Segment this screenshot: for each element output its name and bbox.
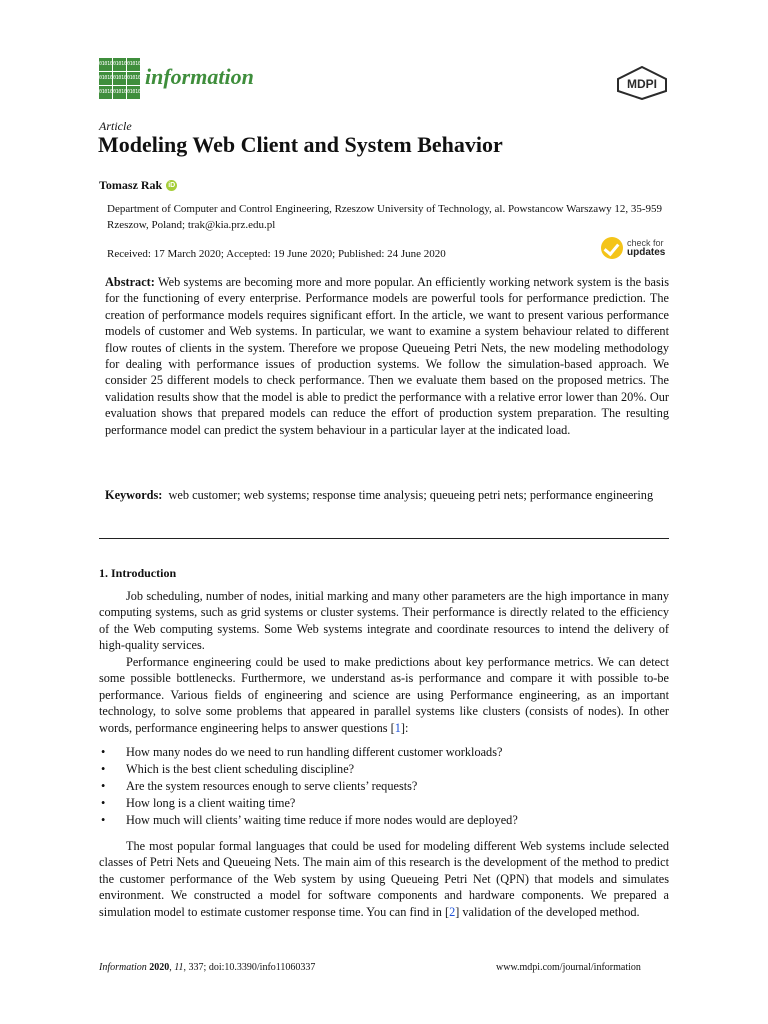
paragraph-2-text: [99, 654, 669, 736]
section-heading-introduction: 1. Introduction: [99, 566, 177, 580]
logo-row-2c: 01010: [127, 72, 140, 85]
footer-journal: Information: [99, 962, 147, 973]
bullet-icon: •: [101, 745, 106, 759]
list-item: [99, 778, 669, 795]
check-updates-line2: updates: [627, 247, 666, 258]
paragraph-3: [99, 838, 669, 920]
list-item-text: Which is the best client scheduling discipline?: [126, 762, 355, 776]
list-item: [99, 744, 669, 761]
mdpi-logo: [616, 66, 668, 100]
logo-row-2: 01010: [99, 72, 112, 85]
list-item: [99, 795, 669, 812]
paragraph-1: [99, 588, 669, 654]
bullet-icon: •: [101, 796, 106, 810]
page-title: Modeling Web Client and System Behavior: [98, 132, 503, 157]
list-item-text: How long is a client waiting time?: [126, 796, 296, 810]
keywords-label: Keywords:: [105, 488, 163, 502]
check-updates-line1: check for: [627, 238, 664, 248]
footer-citation: Information 2020, 11, 337; doi:10.3390/info11060337: [99, 962, 316, 973]
logo-row-1: 01010: [99, 58, 112, 71]
question-list: [99, 744, 669, 829]
bullet-icon: •: [101, 762, 106, 776]
author: [99, 178, 177, 193]
list-item-text: Are the system resources enough to serve clients’ requests?: [126, 779, 418, 793]
abstract-text: Web systems are becoming more and more popular. An efficiently working network system is the basis for the functioning of every enterprise. Performance models are powerful tools for performance prediction. The creation of performance models requires significant effort. In the article, we want to present various performance models of customer and Web systems. In particular, we want to examine a system behaviour related to different flow routes of clients in the system. Therefore we propose Queueing Petri Nets, the new modeling methodology for dealing with performance issues of production systems. We follow the simulation-based approach. We consider 25 different models to check performance. Then we evaluate them based on the proposed metrics. The validation results show that the model is able to predict the performance with a relative error lower than 20%. Our evaluation shows that prepared models can reduce the effort of production system preparation. The resulting performance model can predict the system behaviour in a particular layer at the indicated load.: [105, 275, 669, 437]
citation-link-2[interactable]: 2: [449, 904, 456, 919]
bullet-icon: •: [101, 813, 106, 827]
publication-dates: Received: 17 March 2020; Accepted: 19 June 2020; Published: 24 June 2020: [107, 248, 446, 260]
orcid-icon[interactable]: iD: [168, 182, 176, 189]
keywords: [105, 487, 669, 503]
checkmark-icon: [601, 237, 623, 259]
logo-row-2b: 01010: [113, 72, 126, 85]
journal-name: information: [145, 63, 254, 89]
abstract-label: Abstract:: [105, 275, 155, 289]
paragraph-2-main: Performance engineering could be used to make predictions about key performance metrics. We can detect some possible bottlenecks. Furthermore, we understand as-is performance and compare it with possible to-be performance. Various fields of engineering and science are using Performance engineering, as an important technology, to solve some problems that appeared in parallel systems like clusters (consists of nodes). In other words, performance engineering helps to answer questions [: [99, 655, 669, 735]
bullet-icon: •: [101, 779, 106, 793]
footer-volume: 11: [174, 962, 184, 973]
list-item-text: How many nodes do we need to run handling different customer workloads?: [126, 745, 503, 759]
list-item: [99, 812, 669, 829]
logo-row-3c: 01010: [127, 86, 140, 99]
journal-logo: [99, 58, 254, 99]
logo-row-3b: 01010: [113, 86, 126, 99]
logo-row-3: 01010: [99, 86, 112, 99]
logo-row-1c: 01010: [127, 58, 140, 71]
publisher-name: MDPI: [627, 77, 657, 91]
logo-row-1b: 01010: [113, 58, 126, 71]
paragraph-2: [99, 654, 669, 736]
keywords-text: web customer; web systems; response time analysis; queueing petri nets; performance engineering: [168, 488, 654, 502]
paragraph-3-main: The most popular formal languages that could be used for modeling different Web systems include selected classes of Petri Nets and Queueing Nets. The main aim of this research is the development of the method to predict the customer performance of the Web system by using Queueing Petri Net (QPN) that models and simulates environment. We constructed a model for software components and hardware components. We prepared a simulation model to estimate customer response time. You can find in [: [99, 839, 669, 919]
citation-link-1[interactable]: 1: [394, 720, 401, 735]
section-divider: [99, 538, 669, 539]
affiliation: Department of Computer and Control Engineering, Rzeszow University of Technology, al. Powstancow Warszawy 12, 35-959 Rzeszow, Poland; trak@kia.prz.edu.pl: [107, 203, 663, 231]
paragraph-3-text: [99, 838, 669, 920]
abstract: [105, 274, 669, 438]
footer-year: 2020: [149, 962, 170, 973]
list-item: [99, 761, 669, 778]
binary-grid-icon: [99, 58, 140, 99]
check-updates-text: [627, 238, 665, 258]
paragraph-1-text: Job scheduling, number of nodes, initial marking and many other parameters are the high importance in many computing systems, such as grid systems or cluster systems. Their performance is directly related to the efficiency of the Web computing systems. Some Web systems integrate and coordinate resources to intend the delivery of high-quality services.: [99, 589, 669, 653]
list-item-text: How much will clients’ waiting time reduce if more nodes would are deployed?: [126, 813, 518, 827]
footer-doi: , 337; doi:10.3390/info11060337: [183, 962, 316, 973]
paragraph-3-tail: ] validation of the developed method.: [455, 904, 640, 919]
paragraph-2-tail: ]:: [400, 720, 409, 735]
footer-url[interactable]: www.mdpi.com/journal/information: [496, 962, 641, 973]
check-for-updates-badge[interactable]: [601, 237, 665, 259]
article-type: Article: [99, 119, 132, 133]
author-name: Tomasz Rak: [99, 178, 163, 192]
